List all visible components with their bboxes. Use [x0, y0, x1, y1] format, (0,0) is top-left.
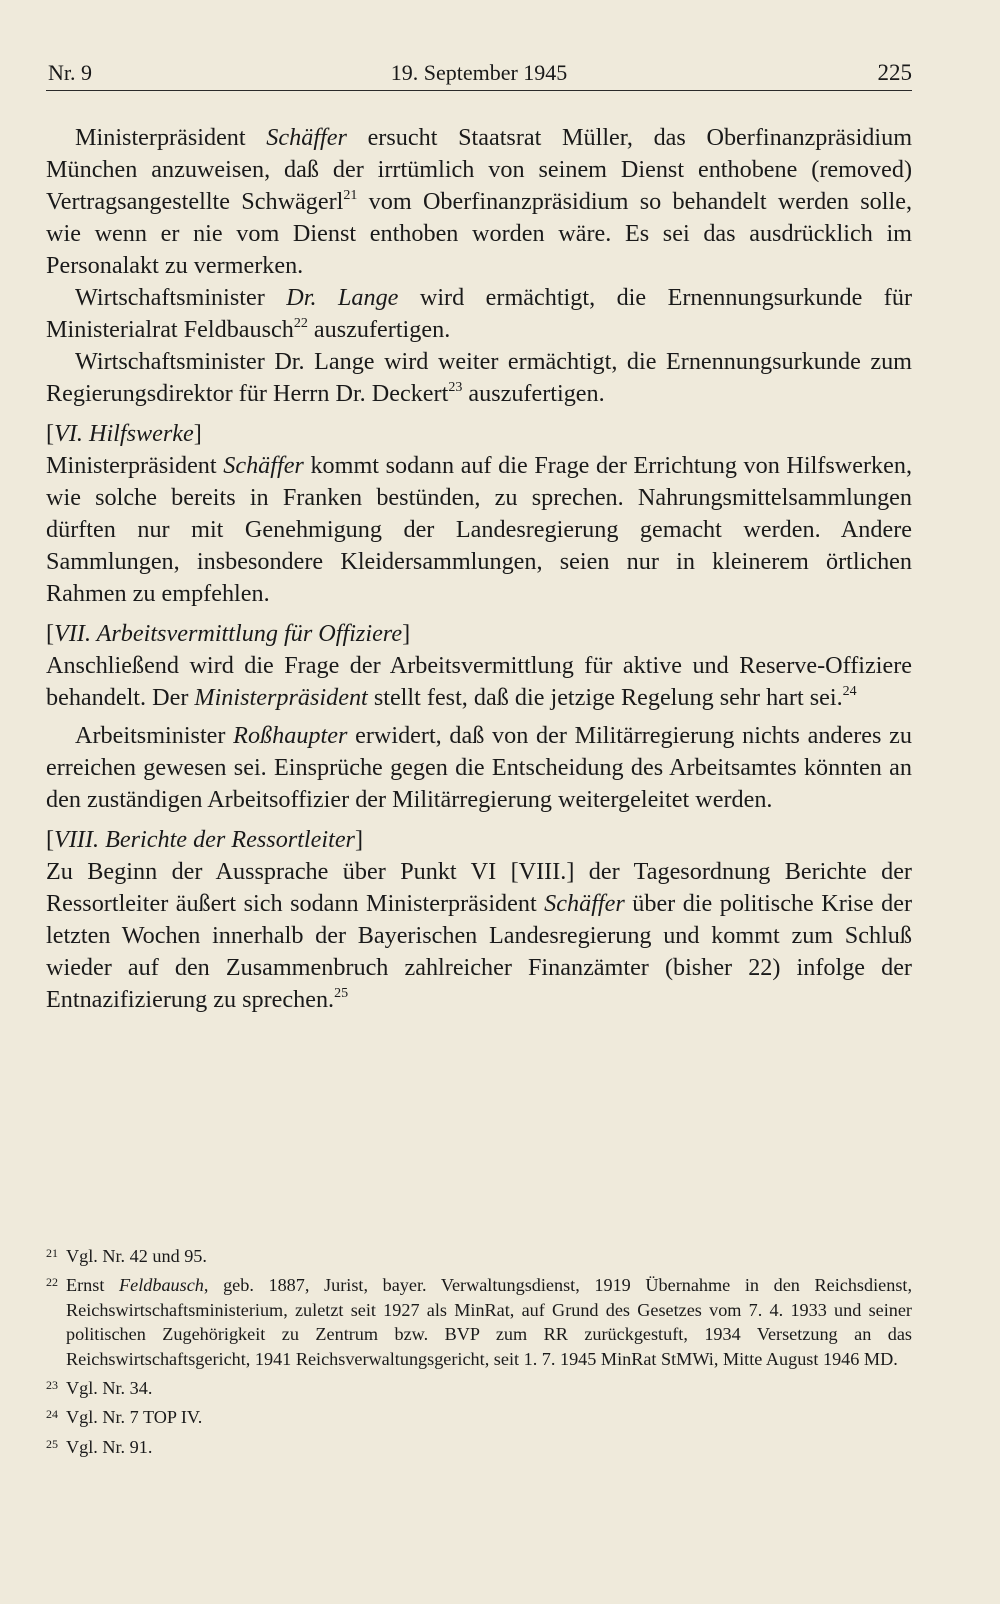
section-heading-vii — [46, 618, 912, 650]
text-run: Anschließend wird die Frage der Arbeitsvermittlung für aktive und Reserve-Offiziere behandelt. Der — [46, 652, 912, 711]
header-rule — [46, 90, 912, 91]
text-run: Arbeitsminister — [75, 722, 234, 749]
footnote-text: Vgl. Nr. 7 TOP IV. — [66, 1407, 203, 1428]
bracket: [ — [46, 826, 55, 853]
text-run: stellt fest, daß die jetzige Regelung sehr hart sei. — [367, 684, 843, 711]
footnote-text: Vgl. Nr. 91. — [66, 1436, 153, 1457]
text-run: wird ermächtigt, die Ernennungsurkunde für Ministerialrat Feldbausch — [46, 284, 913, 343]
footnote-number: 25 — [46, 1436, 58, 1451]
footnote-number: 23 — [46, 1378, 58, 1393]
text-run: auszufertigen. — [307, 316, 451, 343]
person-name: Feldbausch — [119, 1275, 204, 1296]
text-run: Ministerpräsident — [75, 124, 267, 151]
footnote-text: Vgl. Nr. 34. — [66, 1378, 153, 1399]
footnote-ref: 25 — [334, 986, 349, 1001]
paragraph-arbeitsvermittlung — [46, 650, 912, 714]
bracket: ] — [402, 620, 411, 647]
text-run: Wirtschaftsminister Dr. Lange wird weiter ermächtigt, die Ernennungsurkunde zum Regierungsdirektor für Herrn Dr. Deckert — [46, 348, 912, 407]
paragraph-lange-deckert — [46, 346, 912, 410]
page-number: 225 — [877, 60, 912, 85]
text-run: Wirtschaftsminister — [75, 284, 287, 311]
footnote-ref: 21 — [343, 188, 358, 203]
footnote — [46, 1435, 912, 1459]
paragraph-rosshaupter — [46, 720, 912, 816]
bracket: [ — [46, 620, 55, 647]
section-title: VI. Hilfswerke — [54, 420, 194, 447]
bracket: ] — [193, 420, 202, 447]
footnote — [46, 1273, 912, 1371]
text-run: kommt sodann auf die Frage der Errichtung von Hilfswerken, wie solche bereits in Franken bestünden, zu sprechen. Nahrungsmittelsammlungen dürften nur mit Genehmigung der Landesregierung gemacht werden. Andere Sammlungen, insbesondere Kleidersammlungen, seien nur in kleinerem örtlichen Rahmen zu empfehlen. — [46, 452, 912, 607]
person-name: Roßhaupter — [233, 722, 348, 749]
bracket: [ — [46, 420, 55, 447]
text-run: über die politische Krise der letzten Wochen innerhalb der Bayerischen Landesregierung und kommt zum Schluß wieder auf den Zusammenbruch zahlreicher Finanzämter (bisher 22) infolge der Entnazifizierung zu sprechen. — [46, 890, 912, 1013]
footnote-text: , geb. 1887, Jurist, bayer. Verwaltungsdienst, 1919 Übernahme in den Reichsdienst, Reichswirtschaftsministerium, zuletzt seit 1927 als MinRat, auf Grund des Gesetzes vom 7. 4. 1933 und seiner politischen Zugehörigkeit zu Zentrum bzw. BVP zum RR zurückgestuft, 1934 Versetzung an das Reichswirtschaftsgericht, 1941 Reichsverwaltungsgericht, seit 1. 7. 1945 MinRat StMWi, Mitte August 1946 MD. — [66, 1275, 912, 1369]
main-text — [46, 122, 912, 1016]
text-run: auszufertigen. — [462, 380, 605, 407]
person-name: Ministerpräsident — [194, 684, 368, 711]
text-run: erwidert, daß von der Militärregierung nichts anderes zu erreichen gewesen sei. Einsprüche gegen die Entscheidung des Arbeitsamtes könnten an den zuständigen Arbeitsoffizier der Militärregierung weitergeleitet werden. — [46, 722, 912, 813]
header-date: 19. September 1945 — [390, 60, 568, 85]
footnote-number: 22 — [46, 1275, 58, 1290]
footnote — [46, 1244, 912, 1268]
running-header — [46, 52, 912, 88]
section-title: VIII. Berichte der Ressortleiter — [54, 826, 355, 853]
paragraph-schaeffer-schwaegerl — [46, 122, 912, 282]
text-run: ersucht Staatsrat Müller, das Oberfinanzpräsidium München anzuweisen, daß der irrtümlich von seinem Dienst enthobene (removed) Vertragsangestellte Schwägerl — [46, 124, 913, 215]
footnote-text: Ernst — [66, 1275, 120, 1296]
text-run: Zu Beginn der Aussprache über Punkt VI [VIII.] der Tagesordnung Berichte der Ressortleiter äußert sich sodann Ministerpräsident — [46, 858, 912, 917]
person-name: Schäffer — [266, 124, 347, 151]
footnote-text: Vgl. Nr. 42 und 95. — [66, 1246, 207, 1266]
footnote — [46, 1405, 912, 1429]
footnote-number: 24 — [46, 1407, 58, 1422]
section-heading-vi — [46, 418, 912, 450]
footnote-ref: 24 — [842, 684, 857, 699]
document-number: Nr. 9 — [48, 60, 92, 85]
bracket: ] — [354, 826, 364, 853]
person-name: Dr. Lange — [286, 284, 399, 311]
paragraph-lange-feldbausch — [46, 282, 912, 346]
paragraph-hilfswerke — [46, 450, 912, 610]
footnote-ref: 22 — [293, 316, 308, 331]
text-run: vom Oberfinanzpräsidium so behandelt werden solle, wie wenn er nie vom Dienst enthoben worden wäre. Es sei das ausdrücklich im Personalakt zu vermerken. — [46, 188, 913, 279]
paragraph-ressortleiter — [46, 856, 912, 1016]
person-name: Schäffer — [223, 452, 304, 479]
footnote-ref: 23 — [448, 380, 463, 395]
section-title: VII. Arbeitsvermittlung für Offiziere — [54, 620, 403, 647]
section-heading-viii — [46, 824, 912, 856]
footnote — [46, 1376, 912, 1400]
text-run: Ministerpräsident — [46, 452, 224, 479]
footnotes — [46, 1244, 912, 1464]
person-name: Schäffer — [544, 890, 625, 917]
footnote-number: 21 — [46, 1246, 58, 1260]
